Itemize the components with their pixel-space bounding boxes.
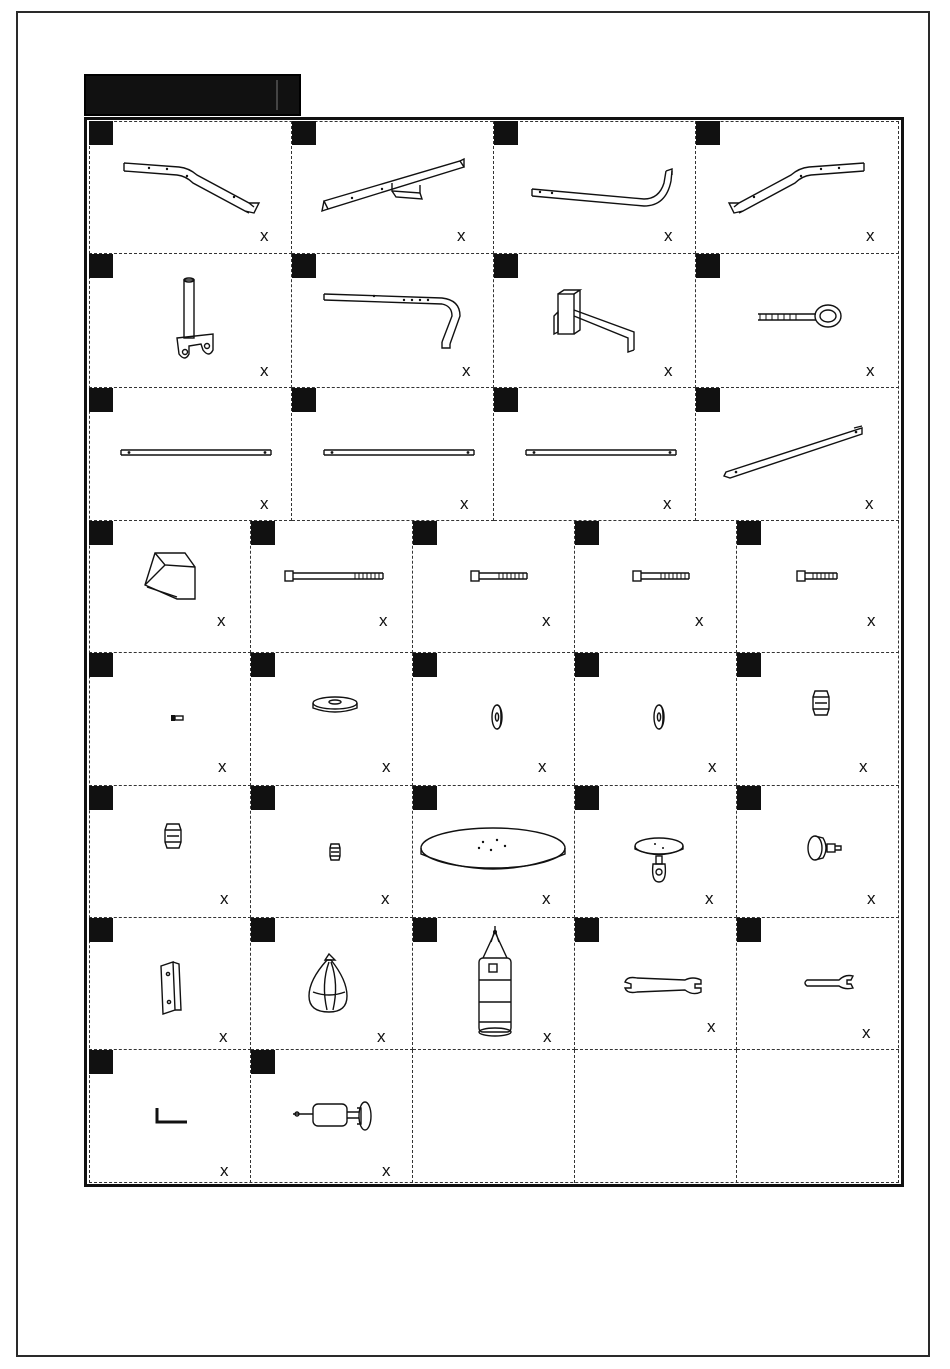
part-cell	[89, 254, 292, 388]
short-bolt-icon	[737, 521, 899, 653]
quantity-label: x	[219, 1027, 228, 1046]
quantity-label: x	[381, 889, 390, 908]
nut-icon	[737, 653, 899, 786]
part-cell	[696, 254, 899, 388]
quantity-label: x	[260, 361, 269, 380]
long-bolt-icon	[251, 521, 413, 653]
part-cell	[292, 388, 494, 521]
quantity-label: x	[866, 361, 875, 380]
part-cell	[89, 521, 251, 653]
quantity-label: x	[260, 226, 269, 245]
part-cell	[494, 388, 696, 521]
empty-cell	[575, 1050, 737, 1183]
quantity-label: x	[217, 611, 226, 630]
part-cell	[89, 786, 251, 918]
quantity-label: x	[867, 611, 876, 630]
quantity-label: x	[462, 361, 471, 380]
quantity-label: x	[859, 757, 868, 776]
part-cell	[413, 653, 575, 786]
part-cell	[251, 786, 413, 918]
part-cell	[494, 254, 696, 388]
part-cell	[89, 918, 251, 1050]
quantity-label: x	[260, 494, 269, 513]
quantity-label: x	[865, 494, 874, 513]
quantity-label: x	[695, 611, 704, 630]
part-cell	[292, 121, 494, 254]
part-cell	[575, 653, 737, 786]
part-cell	[89, 653, 251, 786]
part-cell	[89, 388, 292, 521]
part-cell	[89, 121, 292, 254]
quantity-label: x	[457, 226, 466, 245]
part-cell	[413, 786, 575, 918]
quantity-label: x	[867, 889, 876, 908]
part-cell	[737, 521, 899, 653]
part-cell	[251, 918, 413, 1050]
empty-cell	[737, 1050, 899, 1183]
quantity-label: x	[460, 494, 469, 513]
part-cell	[575, 918, 737, 1050]
part-cell	[737, 918, 899, 1050]
speed-bag-icon	[251, 918, 413, 1050]
part-cell	[575, 521, 737, 653]
quantity-label: x	[379, 611, 388, 630]
part-cell	[413, 918, 575, 1050]
quantity-label: x	[538, 757, 547, 776]
empty-cell	[413, 1050, 575, 1183]
quantity-label: x	[705, 889, 714, 908]
medium-bolt-icon	[413, 521, 575, 653]
quantity-label: x	[707, 1017, 716, 1036]
quantity-label: x	[220, 889, 229, 908]
medium-bolt-icon	[575, 521, 737, 653]
quantity-label: x	[220, 1161, 229, 1180]
single-wrench-icon	[737, 918, 899, 1050]
quantity-label: x	[377, 1027, 386, 1046]
part-cell	[494, 121, 696, 254]
part-cell	[89, 1050, 251, 1183]
end-cap-icon	[89, 521, 251, 653]
part-cell	[251, 1050, 413, 1183]
quantity-label: x	[866, 226, 875, 245]
quantity-label: x	[543, 1027, 552, 1046]
section-header-bar	[84, 74, 301, 116]
part-cell	[737, 786, 899, 918]
quantity-label: x	[382, 757, 391, 776]
quantity-label: x	[218, 757, 227, 776]
part-cell	[251, 653, 413, 786]
part-cell	[696, 121, 899, 254]
part-cell	[413, 521, 575, 653]
part-cell	[696, 388, 899, 521]
quantity-label: x	[664, 226, 673, 245]
washer-icon	[413, 653, 575, 786]
part-cell	[251, 521, 413, 653]
quantity-label: x	[542, 889, 551, 908]
quantity-label: x	[664, 361, 673, 380]
quantity-label: x	[708, 757, 717, 776]
quantity-label: x	[382, 1161, 391, 1180]
part-cell	[575, 786, 737, 918]
part-cell	[737, 653, 899, 786]
quantity-label: x	[542, 611, 551, 630]
quantity-label: x	[862, 1023, 871, 1042]
header-divider	[276, 80, 278, 110]
quantity-label: x	[663, 494, 672, 513]
part-cell	[292, 254, 494, 388]
